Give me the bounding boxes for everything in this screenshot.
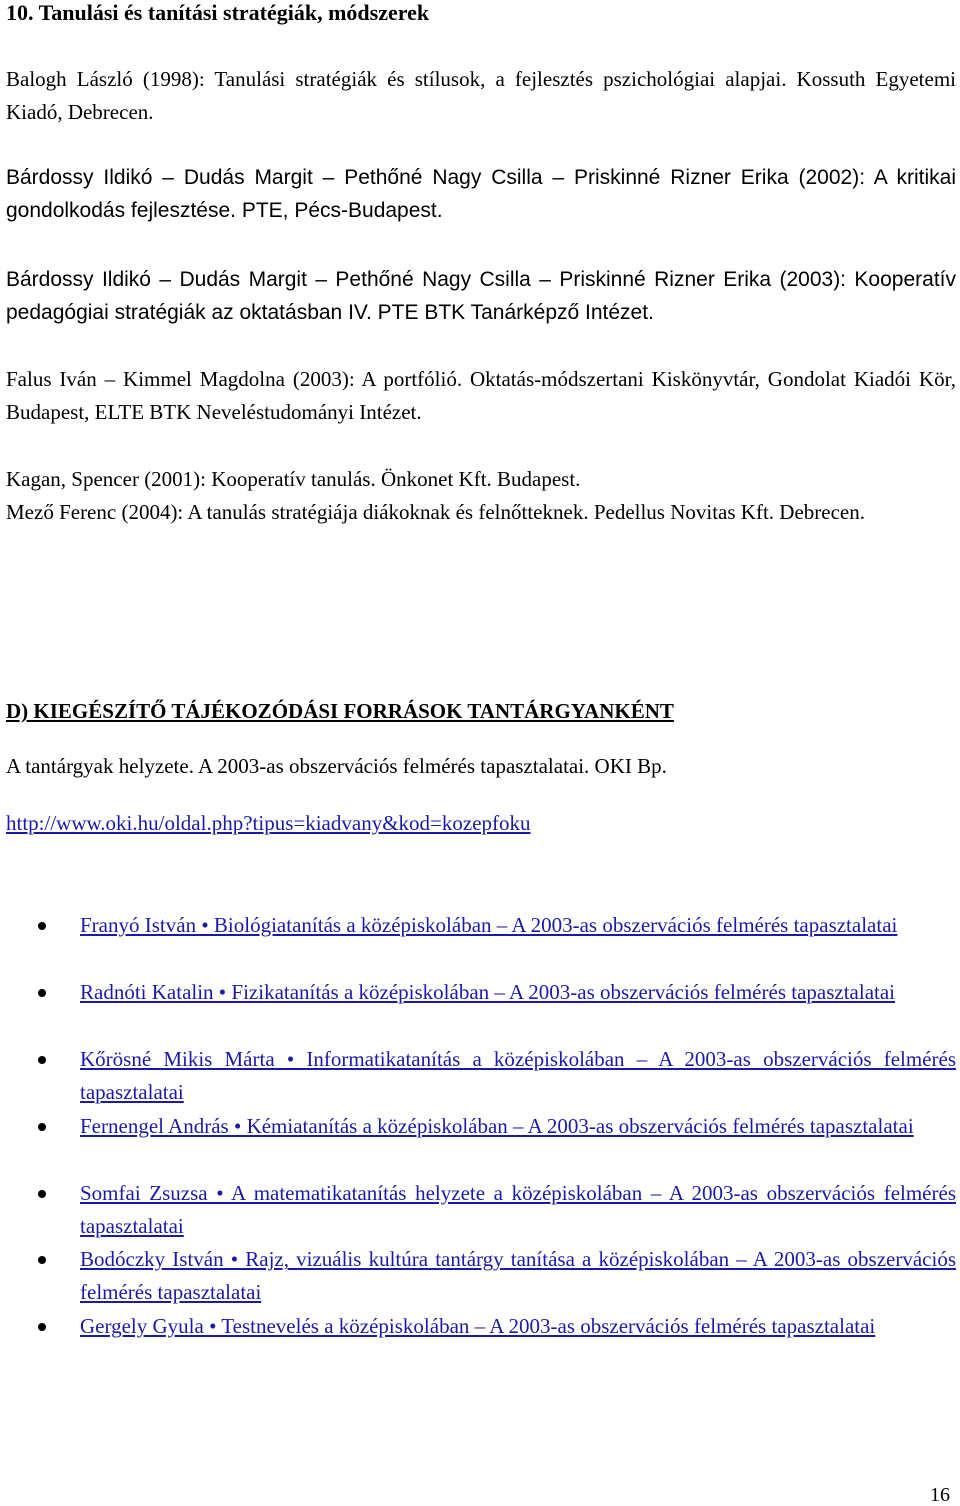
subject-report-link[interactable]: Radnóti Katalin • Fizikatanítás a középiskolában – A 2003-as obszervációs felmérés tapasztalatai [80,979,896,1004]
reference-bardossy-2003: Bárdossy Ildikó – Dudás Margit – Pethőné Nagy Csilla – Priskinné Rizner Erika (2003): Kooperatív pedagógiai stratégiák az oktatásban IV. PTE BTK Tanárképző Intézet. [6,268,956,324]
list-item [0,976,960,1043]
reference-kagan: Kagan, Spencer (2001): Kooperatív tanulás. Önkonet Kft. Budapest. [6,467,581,491]
subject-report-link[interactable]: Kőrösné Mikis Márta • Informatikatanítás a középiskolában – A 2003-as obszervációs felmérés tapasztalatai [80,1046,956,1104]
section-d-heading: D) KIEGÉSZÍTŐ TÁJÉKOZÓDÁSI FORRÁSOK TANTÁRGYANKÉNT [6,699,674,723]
bullet-icon [38,1123,46,1131]
reference-bardossy-2002: Bárdossy Ildikó – Dudás Margit – Pethőné Nagy Csilla – Priskinné Rizner Erika (2002): A kritikai gondolkodás fejlesztése. PTE, Pécs-Budapest. [6,166,956,222]
subject-report-link[interactable]: Somfai Zsuzsa • A matematikatanítás helyzete a középiskolában – A 2003-as obszervációs felmérés tapasztalatai [80,1180,956,1238]
reference-mezo: Mező Ferenc (2004): A tanulás stratégiája diákoknak és felnőtteknek. Pedellus Novitas Kft. Debrecen. [6,500,865,524]
list-item [0,909,960,976]
reference-falus: Falus Iván – Kimmel Magdolna (2003): A portfólió. Oktatás-módszertani Kiskönyvtár, Gondolat Kiadói Kör, Budapest, ELTE BTK Neveléstudományi Intézet. [6,367,956,424]
bullet-icon [38,1056,46,1064]
list-item [0,1043,960,1110]
oki-link[interactable]: http://www.oki.hu/oldal.php?tipus=kiadvany&kod=kozepfoku [6,811,531,835]
subject-report-link[interactable]: Fernengel András • Kémiatanítás a középiskolában – A 2003-as obszervációs felmérés tapasztalatai [80,1113,914,1138]
section-d-intro: A tantárgyak helyzete. A 2003-as obszervációs felmérés tapasztalatai. OKI Bp. [6,754,667,778]
reference-balogh: Balogh László (1998): Tanulási stratégiák és stílusok, a fejlesztés pszichológiai alapjai. Kossuth Egyetemi Kiadó, Debrecen. [6,67,956,124]
bullet-icon [38,922,46,930]
list-item [0,1177,960,1244]
list-item [0,1110,960,1177]
list-item [0,1310,960,1377]
subject-report-link[interactable]: Franyó István • Biológiatanítás a középiskolában – A 2003-as obszervációs felmérés tapasztalatai [80,913,898,937]
page-number: 16 [930,1484,950,1506]
bullet-icon [38,1190,46,1198]
bullet-icon [38,1256,46,1264]
subject-report-link[interactable]: Gergely Gyula • Testnevelés a középiskolában – A 2003-as obszervációs felmérés tapasztalatai [80,1314,876,1339]
bullet-icon [38,989,46,997]
section-title: 10. Tanulási és tanítási stratégiák, módszerek [6,0,430,25]
subject-reports-list [0,909,960,1377]
bullet-icon [38,1323,46,1331]
list-item [0,1243,960,1310]
subject-report-link[interactable]: Bodóczky István • Rajz, vizuális kultúra tantárgy tanítása a középiskolában – A 2003-as obszervációs felmérés tapasztalatai [80,1247,956,1305]
